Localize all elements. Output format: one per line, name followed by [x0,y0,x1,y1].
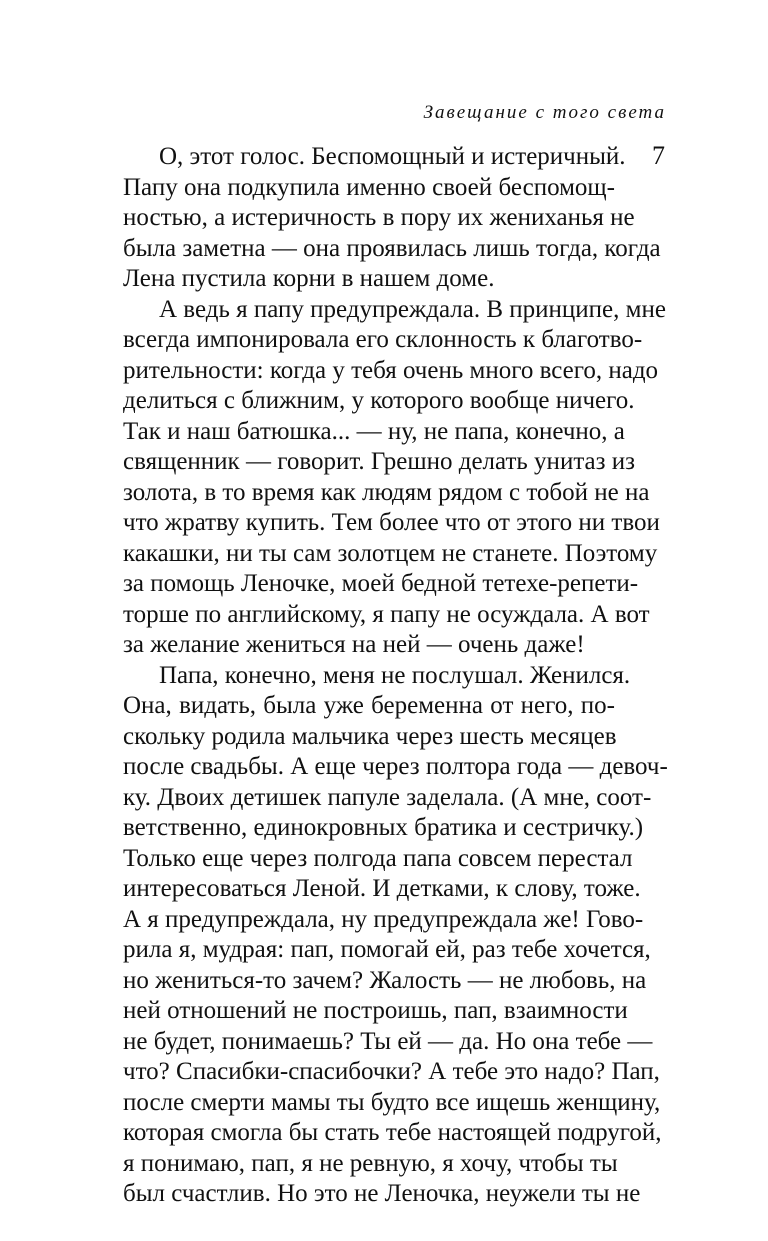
text-line: А я предупреждала, ну предупреждала же! Гово- [123,905,644,933]
text-line: интересоваться Леной. И детками, к слову, тоже. [123,875,641,902]
text-line: что? Спасибки-спасибочки? А тебе это надо? Пап, [123,1058,660,1085]
text-line: Папа, конечно, меня не послушал. Женился. [159,661,631,689]
text-line: ностью, а истеричность в пору их жениханья не [123,204,635,231]
text-line: был счастлив. Но это не Леночка, неужели ты не [123,1180,641,1207]
text-line: ветственно, единокровных братика и сестричку.) [123,814,644,841]
text-line: ней отношений не построишь, пап, взаимности [123,997,628,1024]
text-line: О, этот голос. Беспомощный и истеричный. [159,143,626,170]
text-line: какашки, ни ты сам золотцем не станете. Поэтому [123,539,658,567]
text-line: скольку родила мальчика через шесть месяцев [123,722,617,750]
paragraph-1 [123,142,661,295]
text-line: за желание жениться на ней — очень даже! [123,631,585,658]
text-line: Так и наш батюшка... — ну, не папа, конечно, а [123,417,625,445]
body-text [123,142,668,1210]
text-line: рила я, мудрая: пап, помогай ей, раз тебе хочется, [123,936,651,963]
text-line: что жратву купить. Тем более что от этого ни твои [123,509,660,536]
page-number: 7 [652,141,665,170]
text-line: за помощь Леночке, моей бедной тетехе-репети- [123,570,639,597]
text-line: не будет, понимаешь? Ты ей — да. Но она тебе — [123,1027,653,1055]
text-line: но жениться-то зачем? Жалость — не любовь, на [123,966,647,994]
text-line: после смерти мамы ты будто все ищешь женщину, [123,1088,661,1116]
text-line: торше по английскому, я папу не осуждала. А вот [123,600,650,628]
text-line: золота, в то время как людям рядом с тобой не на [123,478,650,506]
text-line: делиться с ближним, у которого вообще ничего. [123,387,635,414]
text-line: была заметна — она проявилась лишь тогда, когда [123,234,661,262]
text-line: рительности: когда у тебя очень много всего, надо [123,356,659,384]
text-line: которая смогла бы стать тебе настоящей подругой, [123,1119,662,1146]
text-line: всегда импонировала его склонность к благотво- [123,326,643,353]
text-line: Папу она подкупила именно своей беспомощ- [123,173,615,201]
text-line: Она, видать, была уже беременна от него, по- [123,692,615,719]
text-line: А ведь я папу предупреждала. В принципе, мне [159,295,666,323]
paragraph-2 [123,295,666,661]
text-line: после свадьбы. А еще через полтора года — девоч- [123,753,668,780]
running-head: Завещание с того света [423,102,666,123]
paragraph-3 [123,661,668,1210]
text-line: я понимаю, пап, я не ревную, я хочу, чтобы ты [123,1149,618,1177]
text-line: Лена пустила корни в нашем доме. [123,265,495,292]
text-line: ку. Двоих детишек папуле заделала. (А мне, соот- [123,783,652,811]
text-line: священник — говорит. Грешно делать унитаз из [123,448,636,475]
text-line: Только еще через полгода папа совсем перестал [123,844,633,872]
